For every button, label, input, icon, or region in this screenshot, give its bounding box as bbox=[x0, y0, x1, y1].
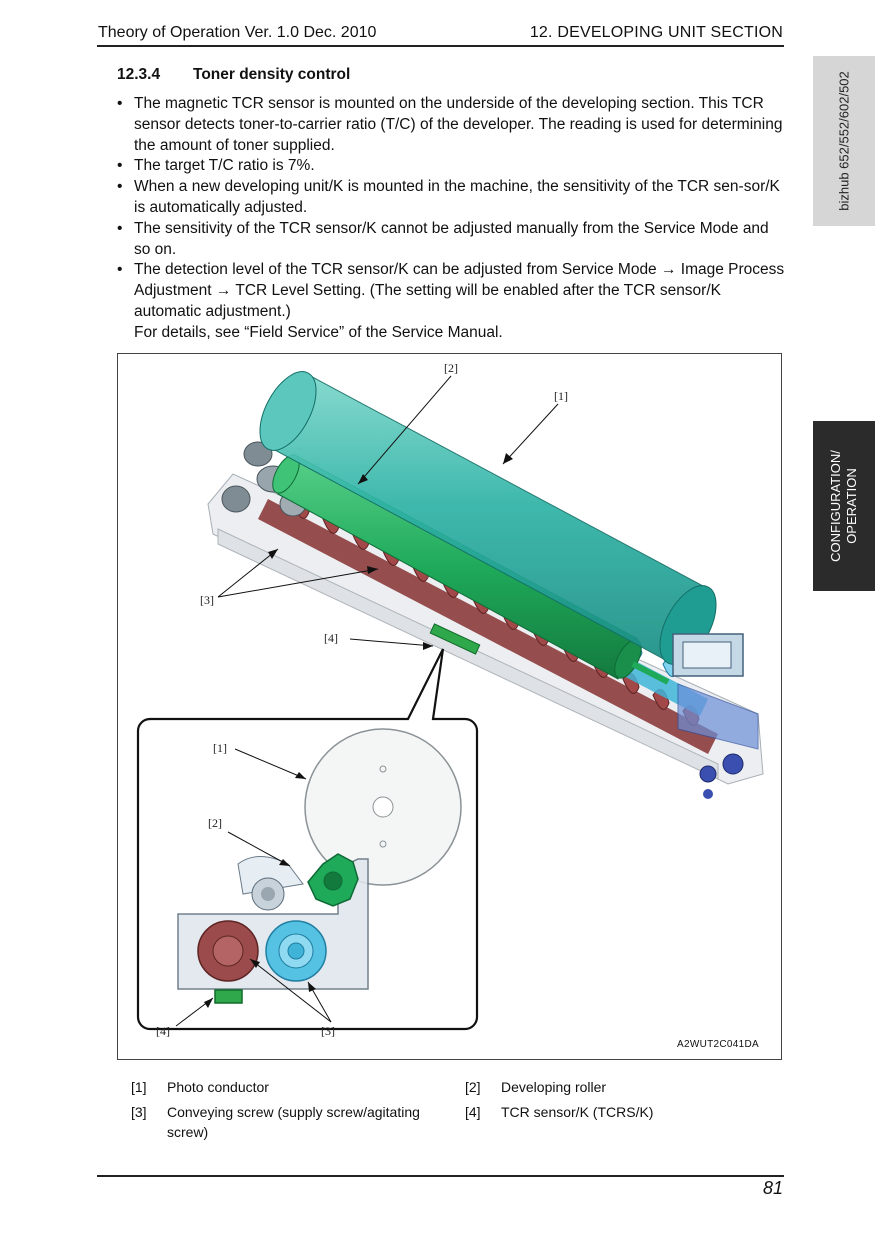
callout-1-inset: [1] bbox=[213, 741, 227, 755]
model-side-tab-label: bizhub 652/552/602/502 bbox=[836, 71, 852, 211]
running-header-title: Theory of Operation Ver. 1.0 Dec. 2010 bbox=[98, 24, 377, 41]
callout-3-inset: [3] bbox=[321, 1024, 335, 1038]
header-divider bbox=[97, 45, 784, 47]
figure-illustration bbox=[118, 354, 783, 1061]
callout-1-main: [1] bbox=[554, 389, 568, 403]
section-side-tab-line1: CONFIGURATION/ bbox=[828, 450, 843, 562]
bullet-item: • The detection level of the TCR sensor/K can be adjusted from Service Mode → Image Process Adjustment → TCR Level Setting. (The setting will be enabled after the TCR sensor/K automatic adjustment.) For details, see “Field Service” of the Service Manual. bbox=[117, 261, 785, 341]
bullet-item: • The magnetic TCR sensor is mounted on the underside of the developing section. This TCR sensor detects toner-to-carrier ratio (T/C) of the developer. The reading is used for determining the amount of toner supplied. bbox=[117, 95, 783, 154]
running-header-section: 12. DEVELOPING UNIT SECTION bbox=[529, 24, 783, 41]
section-side-tab[interactable] bbox=[813, 421, 875, 591]
section-side-tab-label bbox=[828, 450, 860, 562]
bullet-item: • When a new developing unit/K is mounted in the machine, the sensitivity of the TCR sen-sor/K is automatically adjusted. bbox=[117, 178, 780, 216]
section-side-tab-line2: OPERATION bbox=[844, 468, 859, 544]
bullet-item: • The sensitivity of the TCR sensor/K cannot be adjusted manually from the Service Mode and so on. bbox=[117, 219, 769, 258]
section-heading bbox=[117, 66, 350, 84]
footer-divider bbox=[97, 1175, 784, 1177]
callout-2-inset: [2] bbox=[208, 816, 222, 830]
developing-unit-figure bbox=[117, 353, 782, 1060]
bullet-item: • The target T/C ratio is 7%. bbox=[117, 157, 315, 175]
callout-4-inset: [4] bbox=[156, 1024, 170, 1038]
callout-3-main: [3] bbox=[200, 593, 214, 607]
cross-section-inset bbox=[138, 649, 477, 1038]
bullet-note: For details, see “Field Service” of the Service Manual. bbox=[134, 323, 503, 341]
model-side-tab[interactable] bbox=[813, 56, 875, 226]
callout-2-main: [2] bbox=[444, 361, 458, 375]
bullet-list bbox=[117, 94, 787, 344]
section-number: 12.3.4 bbox=[117, 66, 161, 83]
section-title: Toner density control bbox=[193, 66, 351, 83]
page-number: 81 bbox=[762, 1178, 783, 1198]
figure-code: A2WUT2C041DA bbox=[677, 1039, 759, 1050]
callout-4-main: [4] bbox=[324, 631, 338, 645]
